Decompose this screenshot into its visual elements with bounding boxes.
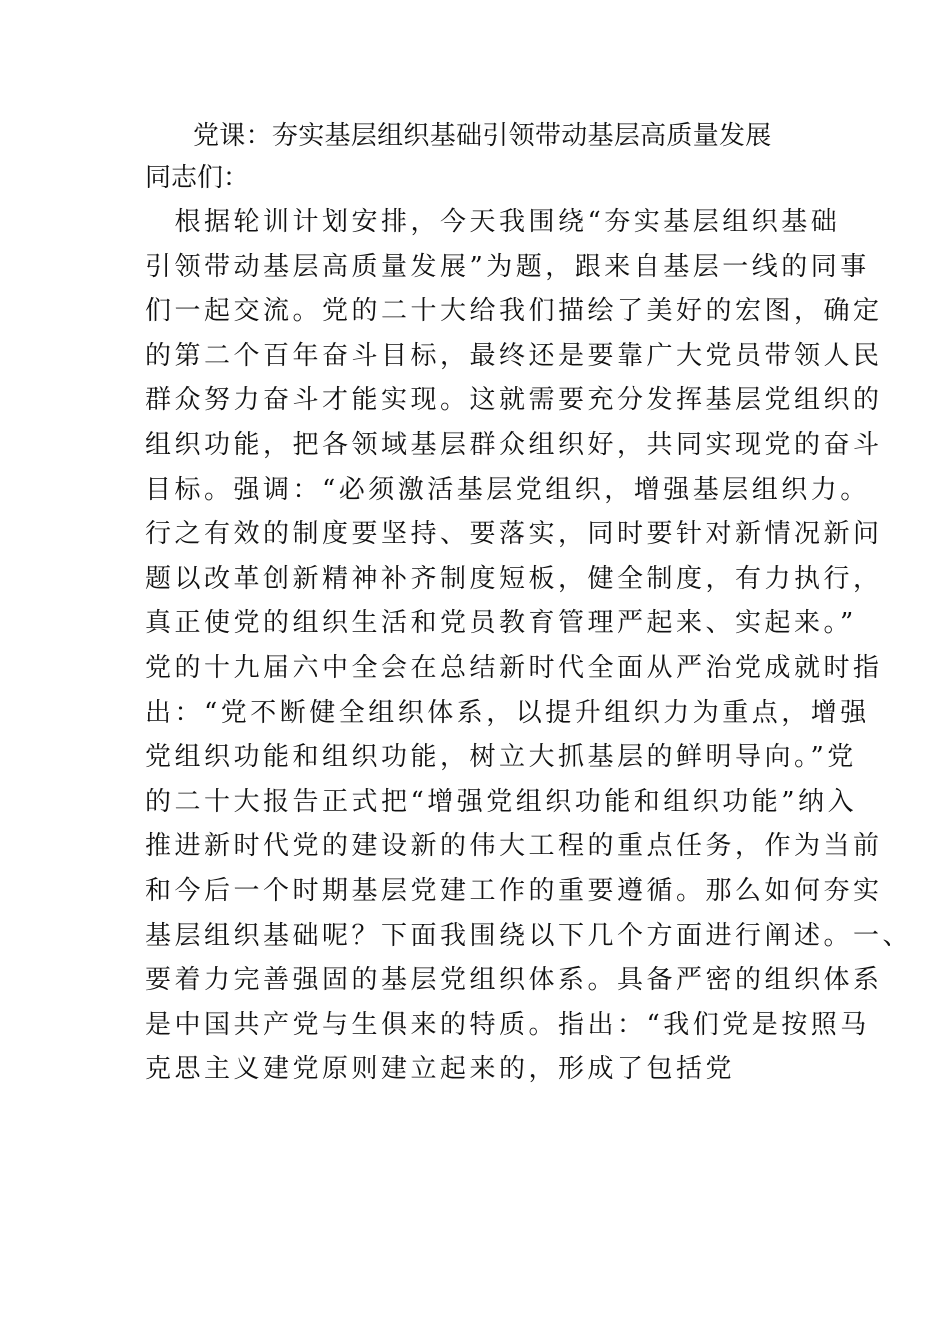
text-line: 群众努力奋斗才能实现。这就需要充分发挥基层党组织的 [145,385,883,416]
body-text [145,200,913,1092]
text-line: 出：“党不断健全组织体系，以提升组织力为重点，增强 [145,697,870,728]
text-line: 真正使党的组织生活和党员教育管理严起来、实起来。” [145,608,857,639]
text-line: 基层组织基础呢？下面我围绕以下几个方面进行阐述。一、 [145,920,913,951]
salutation: 同志们： [145,163,250,193]
text-line: 组织功能，把各领域基层群众组织好，共同实现党的奋斗 [145,429,883,460]
text-line: 根据轮训计划安排，今天我围绕“夯实基层组织基础 [145,207,841,237]
text-line: 题以改革创新精神补齐制度短板，健全制度，有力执行， [145,563,883,594]
text-line: 们一起交流。党的二十大给我们描绘了美好的宏图，确定 [145,296,883,327]
text-line: 是中国共产党与生俱来的特质。指出：“我们党是按照马 [145,1009,870,1040]
text-line: 要着力完善强固的基层党组织体系。具备严密的组织体系 [145,965,883,996]
document-title: 党课：夯实基层组织基础引领带动基层高质量发展 [193,121,772,151]
text-line: 的二十大报告正式把“增强党组织功能和组织功能”纳入 [145,786,858,817]
text-line: 引领带动基层高质量发展”为题，跟来自基层一线的同事 [145,251,870,282]
text-line: 目标。强调：“必须激活基层党组织，增强基层组织力。 [145,474,870,505]
text-line: 的第二个百年奋斗目标，最终还是要靠广大党员带领人民 [145,340,883,371]
text-line: 克思主义建党原则建立起来的，形成了包括党 [145,1054,736,1085]
text-line: 党组织功能和组织功能，树立大抓基层的鲜明导向。”党 [145,742,857,773]
text-line: 和今后一个时期基层党建工作的重要遵循。那么如何夯实 [145,875,883,906]
text-line: 推进新时代党的建设新的伟大工程的重点任务，作为当前 [145,831,883,862]
text-line: 行之有效的制度要坚持、要落实，同时要针对新情况新问 [145,519,883,550]
text-line: 党的十九届六中全会在总结新时代全面从严治党成就时指 [145,652,883,683]
